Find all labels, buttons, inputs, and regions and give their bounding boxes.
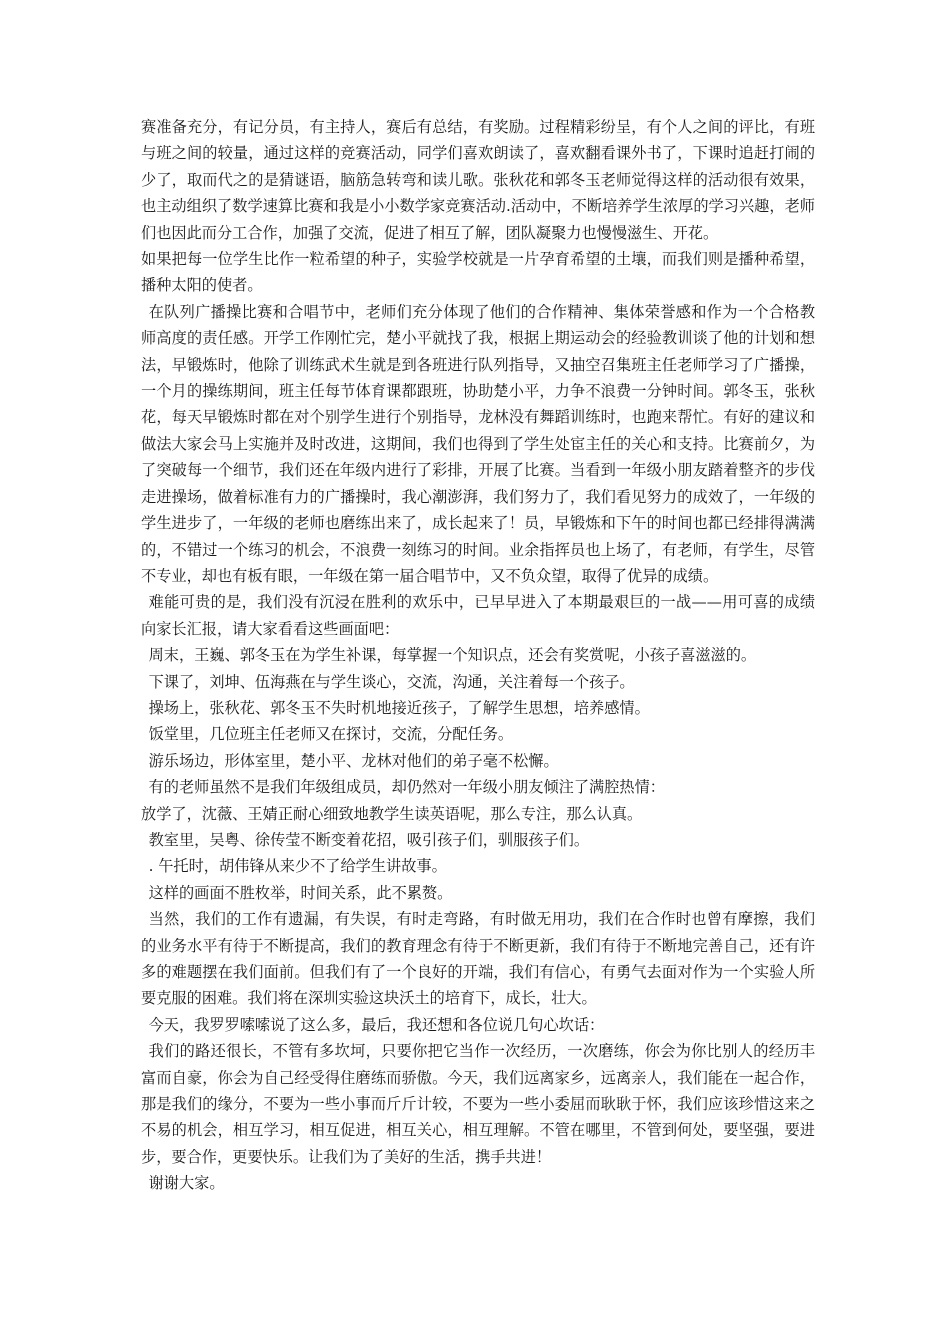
paragraph-17: 我们的路还很长，不管有多坎坷，只要你把它当作一次经历，一次磨练，你会为你比别人的经历丰富而自豪，你会为自己经受得住磨练而骄傲。今天，我们远离家乡，远离亲人，我们能在一起合作，那是我们的缘分，不要为一些小事而斤斤计较，不要为一些小委屈而耿耿于怀，我们应该珍惜这来之不易的机会，相互学习，相互促进，相互关心，相互理解。不管在哪里，不管到何处，要坚强，要进步，要合作，更要快乐。让我们为了美好的生活，携手共进！ — [141, 1042, 815, 1166]
paragraph-16: 今天，我罗罗嗦嗦说了这么多，最后，我还想和各位说几句心坎话： — [148, 1015, 605, 1034]
document-body — [141, 114, 815, 1197]
paragraph-14: 这样的画面不胜枚举，时间关系，此不累赘。 — [148, 883, 453, 902]
paragraph-4: 难能可贵的是，我们没有沉浸在胜利的欢乐中，已早早进入了本期最艰巨的一战——用可喜的成绩向家长汇报，请大家看看这些画面吧： — [141, 593, 815, 638]
paragraph-15: 当然，我们的工作有遗漏，有失误，有时走弯路，有时做无用功，我们在合作时也曾有摩擦，我们的业务水平有待于不断提高，我们的教育理念有待于不断更新，我们有待于不断地完善自己，还有许多的难题摆在我们面前。但我们有了一个良好的开端，我们有信心，有勇气去面对作为一个实验人所要克服的困难。我们将在深圳实验这块沃土的培育下，成长，壮大。 — [141, 910, 815, 1008]
paragraph-5: 周末，王巍、郭冬玉在为学生补课，每掌握一个知识点，还会有奖赏呢，小孩子喜滋滋的。 — [148, 646, 757, 665]
paragraph-18: 谢谢大家。 — [148, 1174, 225, 1193]
paragraph-1: 赛准备充分，有记分员，有主持人，赛后有总结，有奖励。过程精彩纷呈，有个人之间的评比，有班与班之间的较量，通过这样的竞赛活动，同学们喜欢朗读了，喜欢翻看课外书了，下课时追赶打闹的少了，取而代之的是猜谜语，脑筋急转弯和读儿歌。张秋花和郭冬玉老师觉得这样的活动很有效果，也主动组织了数学速算比赛和我是小小数学家竞赛活动.活动中，不断培养学生浓厚的学习兴趣，老师们也因此而分工合作，加强了交流，促进了相互了解，团队凝聚力也慢慢滋生、开花。 — [141, 118, 815, 242]
paragraph-6: 下课了，刘坤、伍海燕在与学生谈心，交流，沟通，关注着每一个孩子。 — [148, 672, 635, 691]
paragraph-8: 饭堂里，几位班主任老师又在探讨，交流，分配任务。 — [148, 725, 514, 744]
paragraph-12: 教室里，吴粤、徐传莹不断变着花招，吸引孩子们，驯服孩子们。 — [148, 830, 590, 849]
paragraph-3: 在队列广播操比赛和合唱节中，老师们充分体现了他们的合作精神、集体荣誉感和作为一个合格教师高度的责任感。开学工作刚忙完，楚小平就找了我，根据上期运动会的经验教训谈了他的计划和想法，早锻炼时，他除了训练武术生就是到各班进行队列指导，又抽空召集班主任老师学习了广播操，一个月的操练期间，班主任每节体育课都跟班，协助楚小平，力争不浪费一分钟时间。郭冬玉，张秋花，每天早锻炼时都在对个别学生进行个别指导，龙林没有舞蹈训练时，也跑来帮忙。有好的建议和做法大家会马上实施并及时改进，这期间，我们也得到了学生处宦主任的关心和支持。比赛前夕，为了突破每一个细节，我们还在年级内进行了彩排，开展了比赛。当看到一年级小朋友踏着整齐的步伐走进操场，做着标准有力的广播操时，我心潮澎湃，我们努力了，我们看见努力的成效了，一年级的学生进步了，一年级的老师也磨练出来了，成长起来了！员，早锻炼和下午的时间也都已经排得满满的，不错过一个练习的机会，不浪费一刻练习的时间。业余指挥员也上场了，有老师，有学生，尽管不专业，却也有板有眼，一年级在第一届合唱节中，又不负众望，取得了优异的成绩。 — [141, 302, 815, 585]
paragraph-9: 游乐场边，形体室里，楚小平、龙林对他们的弟子毫不松懈。 — [148, 751, 559, 770]
paragraph-10: 有的老师虽然不是我们年级组成员，却仍然对一年级小朋友倾注了满腔热情： — [148, 778, 665, 797]
paragraph-11: 放学了，沈薇、王婧正耐心细致地教学生读英语呢，那么专注，那么认真。 — [141, 804, 643, 823]
paragraph-13: . 午托时，胡伟锋从来少不了给学生讲故事。 — [148, 857, 447, 876]
paragraph-2: 如果把每一位学生比作一粒希望的种子，实验学校就是一片孕育希望的土壤，而我们则是播种希望，播种太阳的使者。 — [141, 250, 815, 295]
paragraph-7: 操场上，张秋花、郭冬玉不失时机地接近孩子，了解学生思想，培养感情。 — [148, 698, 650, 717]
